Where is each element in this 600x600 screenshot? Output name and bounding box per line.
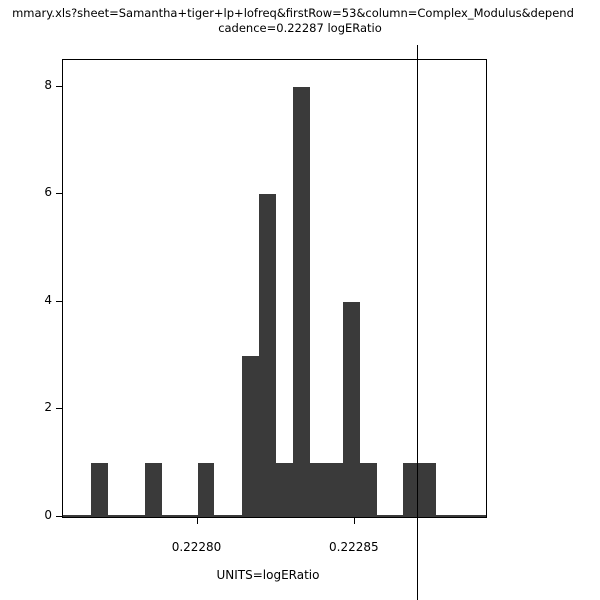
histogram-bar[interactable] bbox=[293, 87, 310, 517]
y-axis-tick bbox=[56, 516, 62, 517]
histogram-bar[interactable] bbox=[198, 463, 215, 517]
histogram-bar[interactable] bbox=[91, 463, 108, 517]
histogram-bar[interactable] bbox=[310, 463, 327, 517]
histogram-bar[interactable] bbox=[420, 463, 437, 517]
histogram-bar[interactable] bbox=[242, 356, 259, 517]
y-axis-tick-label: 0 bbox=[44, 508, 52, 522]
y-axis-tick-label: 8 bbox=[44, 77, 52, 92]
y-axis-tick bbox=[56, 301, 62, 302]
cursor-line[interactable] bbox=[417, 45, 418, 600]
y-axis-tick bbox=[56, 193, 62, 194]
y-axis-tick bbox=[56, 86, 62, 87]
x-axis-tick-label: 0.22285 bbox=[329, 540, 379, 554]
histogram-bar[interactable] bbox=[360, 463, 377, 517]
plot-area bbox=[62, 59, 487, 518]
histogram-bars bbox=[63, 60, 486, 517]
chart-title bbox=[0, 6, 600, 36]
chart-title-line1: mmary.xls?sheet=Samantha+tiger+lp+lofreq&firstRow=53&column=Complex_Modulus&depend bbox=[12, 6, 574, 20]
x-axis-tick bbox=[354, 518, 355, 524]
x-axis-title: UNITS=logERatio bbox=[216, 568, 320, 582]
histogram-bar[interactable] bbox=[276, 463, 293, 517]
x-axis-tick bbox=[197, 518, 198, 524]
histogram-bar[interactable] bbox=[259, 194, 276, 517]
histogram-bar[interactable] bbox=[327, 463, 344, 517]
histogram-bar[interactable] bbox=[145, 463, 162, 517]
y-axis-tick-label: 6 bbox=[44, 185, 52, 200]
histogram-bar[interactable] bbox=[343, 302, 360, 517]
y-axis-tick-label: 2 bbox=[44, 400, 52, 415]
y-axis-tick-label: 4 bbox=[44, 292, 52, 307]
y-axis-tick bbox=[56, 408, 62, 409]
x-axis-tick-label: 0.22280 bbox=[171, 540, 222, 554]
chart-title-line2: cadence=0.22287 logERatio bbox=[218, 21, 382, 35]
